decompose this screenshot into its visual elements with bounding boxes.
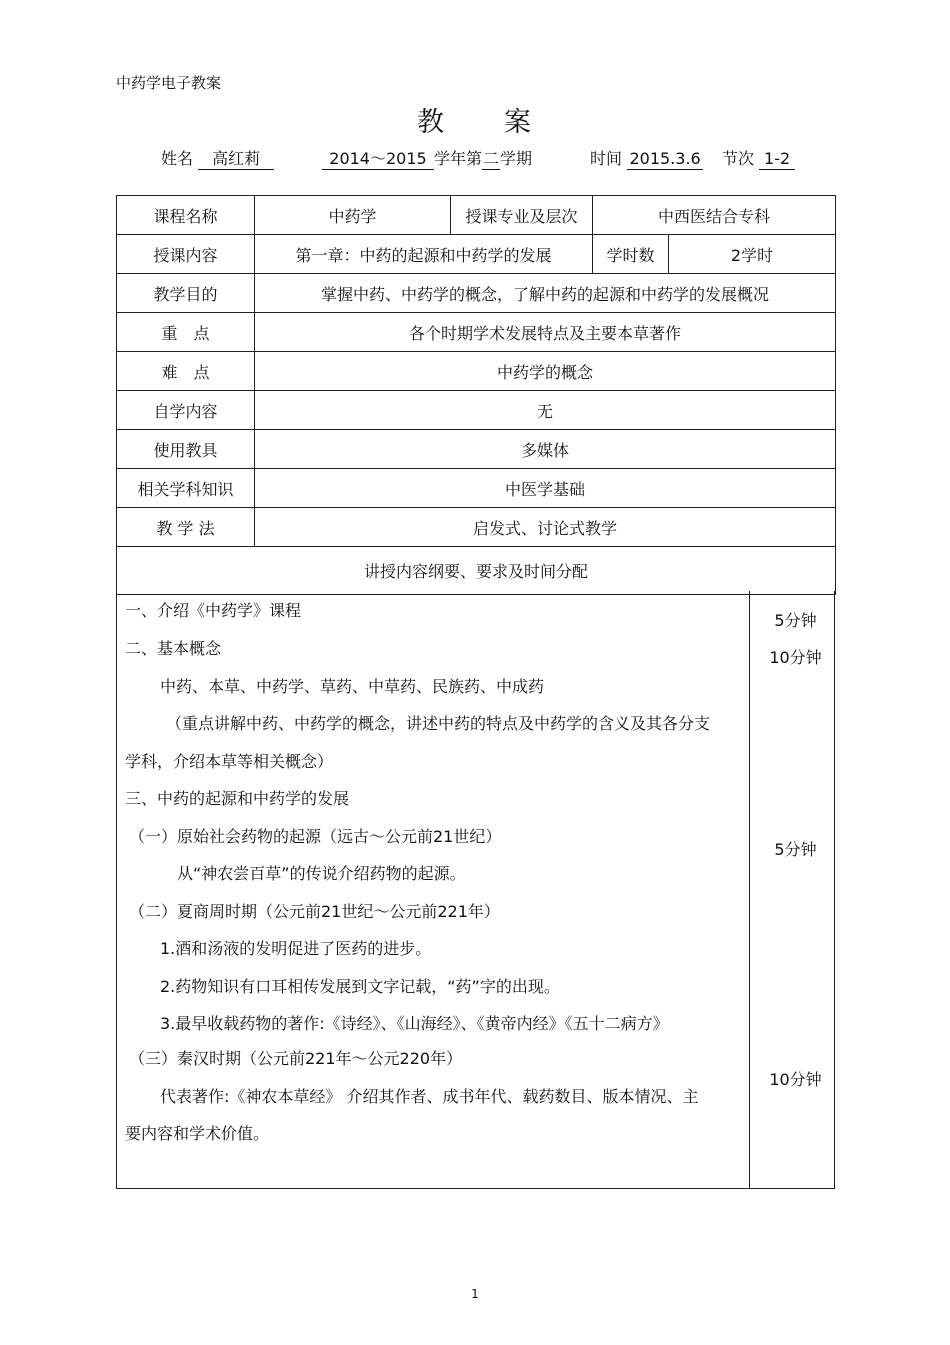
page-number: 1 [471, 1287, 479, 1301]
outline-line: （二）夏商周时期（公元前21世纪～公元前221年） [129, 902, 500, 921]
outline-line: 1.酒和汤液的发明促进了医药的进步。 [160, 939, 432, 958]
hours-value: 2学时 [669, 235, 836, 274]
header-note: 中药学电子教案 [116, 74, 222, 92]
row-related [117, 469, 836, 508]
row-key-point [117, 313, 836, 352]
outline-line: 3.最早收载药物的著作:《诗经》、《山海经》、《黄帝内经》《五十二病方》 [160, 1014, 669, 1033]
lesson-plan-table [116, 195, 836, 595]
term-value: 二 [483, 149, 500, 168]
row-content [117, 235, 836, 274]
info-term [322, 146, 532, 170]
session-label: 节次 [722, 149, 755, 168]
year-suffix-post: 学期 [500, 149, 533, 168]
method-value: 启发式、讨论式教学 [255, 508, 836, 547]
year-suffix-pre: 学年第 [434, 149, 483, 168]
key-point-value: 各个时期学术发展特点及主要本草著作 [255, 313, 836, 352]
outline-line: （一）原始社会药物的起源（远古～公元前21世纪） [129, 827, 502, 846]
row-self-study [117, 391, 836, 430]
outline-line: （重点讲解中药、中药学的概念，讲述中药的特点及中药学的含义及其各分支 [166, 714, 711, 733]
name-label: 姓名 [161, 149, 194, 168]
tools-value: 多媒体 [255, 430, 836, 469]
time-allocation: 5分钟 [774, 840, 817, 859]
row-course [117, 196, 836, 235]
outline-line: 要内容和学术价值。 [125, 1124, 270, 1143]
info-session [722, 146, 795, 170]
outline-line: 代表著作:《神农本草经》 介绍其作者、成书年代、载药数目、版本情况、主 [160, 1087, 699, 1106]
outline-heading: 讲授内容纲要、要求及时间分配 [117, 547, 836, 595]
row-difficulty [117, 352, 836, 391]
title-char-2: 案 [504, 107, 533, 138]
info-name [161, 146, 274, 170]
time-allocation: 10分钟 [769, 648, 822, 667]
outline-line: 中药、本草、中药学、草药、中草药、民族药、中成药 [160, 677, 545, 696]
difficulty-value: 中药学的概念 [255, 352, 836, 391]
major-value: 中西医结合专科 [593, 196, 836, 235]
outline-line: 2.药物知识有口耳相传发展到文字记载，“药”字的出现。 [160, 977, 560, 996]
hours-label: 学时数 [593, 235, 669, 274]
info-time [590, 146, 703, 170]
row-objective [117, 274, 836, 313]
outline-line: 一、介绍《中药学》课程 [125, 601, 302, 620]
row-outline-heading [117, 547, 836, 595]
document-title [0, 100, 950, 139]
row-tools [117, 430, 836, 469]
outline-line: 学科，介绍本草等相关概念） [125, 752, 334, 771]
time-column-divider [749, 591, 750, 1188]
objective-label: 教学目的 [117, 274, 255, 313]
self-study-label: 自学内容 [117, 391, 255, 430]
content-value: 第一章：中药的起源和中药学的发展 [255, 235, 593, 274]
course-name-label: 课程名称 [117, 196, 255, 235]
content-label: 授课内容 [117, 235, 255, 274]
time-allocation: 5分钟 [774, 611, 817, 630]
name-value: 高红莉 [198, 149, 274, 170]
years-value: 2014～2015 [322, 149, 434, 170]
self-study-value: 无 [255, 391, 836, 430]
key-point-label: 重 点 [117, 313, 255, 352]
difficulty-label: 难 点 [117, 352, 255, 391]
outline-line: 三、中药的起源和中药学的发展 [125, 789, 350, 808]
objective-value: 掌握中药、中药学的概念，了解中药的起源和中药学的发展概况 [255, 274, 836, 313]
tools-label: 使用教具 [117, 430, 255, 469]
outline-line: （三）秦汉时期（公元前221年～公元220年） [129, 1049, 463, 1068]
session-value: 1-2 [759, 149, 795, 170]
related-label: 相关学科知识 [117, 469, 255, 508]
title-char-1: 教 [417, 107, 446, 138]
outline-line: 二、基本概念 [125, 639, 222, 658]
course-name-value: 中药学 [255, 196, 451, 235]
time-value: 2015.3.6 [627, 149, 703, 170]
method-label: 教 学 法 [117, 508, 255, 547]
major-label: 授课专业及层次 [451, 196, 593, 235]
related-value: 中医学基础 [255, 469, 836, 508]
outline-line: 从“神农尝百草”的传说介绍药物的起源。 [177, 864, 466, 883]
time-label: 时间 [590, 149, 623, 168]
outline-box [116, 591, 835, 1189]
time-allocation: 10分钟 [769, 1070, 822, 1089]
row-method [117, 508, 836, 547]
